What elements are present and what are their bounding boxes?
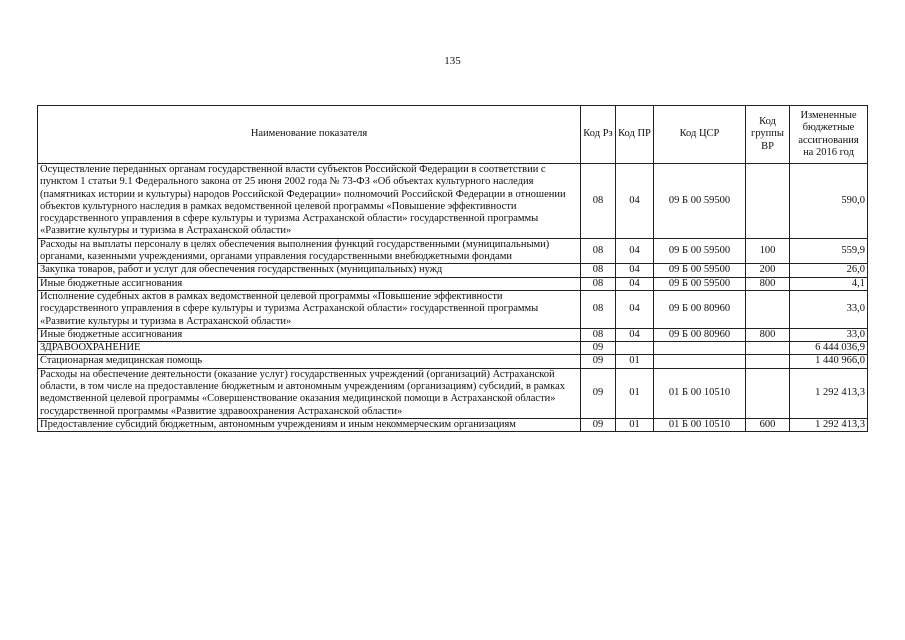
header-rz: Код Рз [581,106,616,164]
row-vr [746,290,790,328]
row-name: Расходы на обеспечение деятельности (оказание услуг) государственных учреждений (организаций) Астраханской области, в том числе на предоставление бюджетным и автономным учреждениям (организациям) субсидий, в рамках ведомственной целевой программы «Совершенствование оказания медицинской помощи в Астраханской области» государственной программы «Развитие здравоохранения Астраханской области» [38,368,581,418]
row-name: Предоставление субсидий бюджетным, автономным учреждениям и иным некоммерческим организациям [38,418,581,431]
row-pr: 04 [616,264,654,277]
row-csr: 09 Б 00 59500 [654,164,746,239]
row-csr: 09 Б 00 59500 [654,277,746,290]
row-rz: 08 [581,238,616,264]
row-rz: 08 [581,290,616,328]
budget-table [37,105,868,432]
header-csr: Код ЦСР [654,106,746,164]
row-vr: 800 [746,328,790,341]
row-name: Осуществление переданных органам государственной власти субъектов Российской Федерации в соответствии с пунктом 1 статьи 9.1 Федерального закона от 25 июня 2002 года № 73-ФЗ «Об объектах культурного наследия (памятниках истории и культуры) народов Российской Федерации» полномочий Российской Федерации в отношении объектов культурного наследия в рамках ведомственной целевой программы «Повышение эффективности государственного управления в сфере культуры и туризма Астраханской области» государственной программы «Развитие культуры и туризма в Астраханской области» [38,164,581,239]
row-csr: 09 Б 00 80960 [654,290,746,328]
row-pr: 04 [616,238,654,264]
row-name: Закупка товаров, работ и услуг для обеспечения государственных (муниципальных) нужд [38,264,581,277]
row-amount: 559,9 [790,238,868,264]
row-name: Исполнение судебных актов в рамках ведомственной целевой программы «Повышение эффективности государственного управления в сфере культуры и туризма Астраханской области» государственной программы «Развитие культуры и туризма в Астраханской области» [38,290,581,328]
table-row [38,164,868,239]
row-vr [746,342,790,355]
row-rz: 09 [581,355,616,368]
row-rz: 09 [581,342,616,355]
row-name: Стационарная медицинская помощь [38,355,581,368]
header-amount: Измененные бюджетные ассигнования на 2016 год [790,106,868,164]
header-vr: Код группы ВР [746,106,790,164]
header-name: Наименование показателя [38,106,581,164]
row-vr: 100 [746,238,790,264]
table-row [38,277,868,290]
row-csr: 09 Б 00 59500 [654,238,746,264]
row-csr: 01 Б 00 10510 [654,368,746,418]
row-name: Иные бюджетные ассигнования [38,328,581,341]
row-vr [746,355,790,368]
row-rz: 08 [581,164,616,239]
row-rz: 08 [581,277,616,290]
row-pr: 04 [616,277,654,290]
row-pr: 01 [616,418,654,431]
row-rz: 08 [581,264,616,277]
row-vr: 200 [746,264,790,277]
page-number: 135 [444,55,461,67]
header-pr: Код ПР [616,106,654,164]
table-row [38,342,868,355]
row-rz: 09 [581,418,616,431]
row-csr: 09 Б 00 80960 [654,328,746,341]
table-header-row [38,106,868,164]
row-amount: 33,0 [790,290,868,328]
row-name: ЗДРАВООХРАНЕНИЕ [38,342,581,355]
row-vr: 600 [746,418,790,431]
table-row [38,418,868,431]
table-row [38,238,868,264]
row-amount: 26,0 [790,264,868,277]
row-pr: 01 [616,368,654,418]
row-pr: 04 [616,328,654,341]
row-vr [746,164,790,239]
table-row [38,328,868,341]
table-row [38,264,868,277]
row-amount: 4,1 [790,277,868,290]
row-vr [746,368,790,418]
row-amount: 6 444 036,9 [790,342,868,355]
row-rz: 09 [581,368,616,418]
row-csr: 09 Б 00 59500 [654,264,746,277]
table-row [38,290,868,328]
row-name: Расходы на выплаты персоналу в целях обеспечения выполнения функций государственными (муниципальными) органами, казенными учреждениями, органами управления государственными внебюджетными фондами [38,238,581,264]
row-pr: 04 [616,164,654,239]
row-csr [654,342,746,355]
row-vr: 800 [746,277,790,290]
row-amount: 590,0 [790,164,868,239]
row-csr: 01 Б 00 10510 [654,418,746,431]
row-amount: 1 292 413,3 [790,368,868,418]
row-pr [616,342,654,355]
row-name: Иные бюджетные ассигнования [38,277,581,290]
row-amount: 33,0 [790,328,868,341]
row-pr: 01 [616,355,654,368]
row-amount: 1 292 413,3 [790,418,868,431]
row-rz: 08 [581,328,616,341]
row-amount: 1 440 966,0 [790,355,868,368]
table-row [38,368,868,418]
row-csr [654,355,746,368]
row-pr: 04 [616,290,654,328]
table-row [38,355,868,368]
